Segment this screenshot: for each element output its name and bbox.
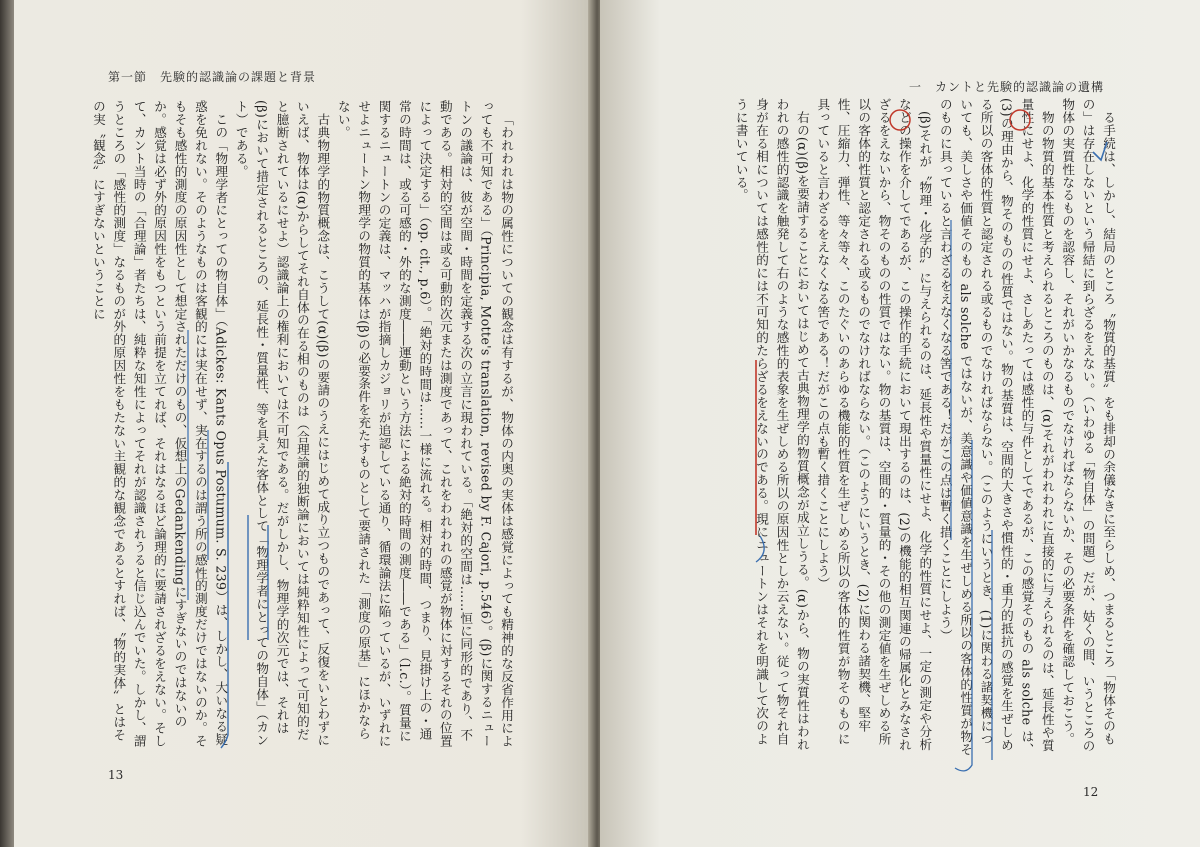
- page-number-left: 13: [108, 768, 124, 782]
- paragraph: 物の物質的基本性質と考えられるところのものは、(α)それがわれわれに直接的に与えられるのは、延長性や質量性にせよ、化学的性質にせよ、さしあたっては感性的与件としてであるが、この感覚そのもの als solche は、(3)の理由から、物そのものの性質ではない。物の基質は、空間的大きさや慣性的・重力的抵抗の感覚を生ぜしめる所以の客体的性質と認定される或るものでなければならない。（このようにいうとき、(1)に関わる諸契機についても、美しさや価値そのもの als solche ではないが、美意識や価値意識を生ぜしめる所以の客体的性質が物そのものに具っていると言わざるをえなくなる筈である！だがこの点は暫く措くことにしよう）: [937, 98, 1055, 756]
- running-header-left: 第一節 先験的認識論の課題と背景: [108, 70, 317, 84]
- paragraph: 「われわれは物の属性についての観念は有するが、物体の内奥の実体は感覚によっても精神的な反省作用によっても不可知である」（Principia, Motte's translation, revised by F. Cajori, p.546）。(β)に関するニュートンの議論は、彼が空間・時間を定義する次の立言に現われている。「絶対的空間は……恒に同形的であり、不動である。相対的空間は或る可動的次元または測度であって、これをわれわれの感覚が物体に対するそれの位置によって決定する」（op. cit., p.6）。「絶対的時間は……一様に流れる。相対的時間、つまり、見掛け上の・通常の時間は、或る可感的・外的な測度――運動という方法による絶対的時間の測度――である」（l.c.）。質量に関するニュートンの定義は、マッハが指摘しカジョリが追認している通り、循環論法に陥っているが、いずれにせよニュートン物理学の物質的基体は(β)の必要条件を充たすものとして要請された「測度の原基」にほかならない。: [335, 100, 514, 748]
- paragraph: (β)それが〝物理・化学的〟に与えられるのは、延長性や質量性にせよ、化学的性質にせよ、一定の測定や分析などの操作を介してであるが、この操作的手続において現出するのは、(2)の機能的相互関連の帰属化とみなされざるをえないから、物そのものの性質ではない。物の基質は、空間的・質量的・その他の測定値を生ぜしめる所以の客体的性質と認定される或るものでなければならない。（このようにいうとき、(2)に関わる諸契機、堅牢性、圧縮力、弾性、等々等々、このたぐいのあらゆる機能的性質を生ぜしめる所以の客体的性質が物そのものに具っていると言わざるをえなくなる筈である！だがこの点も暫く措くことにしよう）: [815, 98, 933, 752]
- running-header-right: 一 カントと先験的認識論の遺構: [908, 80, 1104, 94]
- left-page-body: [90, 100, 516, 752]
- right-page: [600, 0, 1200, 847]
- left-page: [0, 0, 592, 847]
- paragraph: 右の(α)(β)を要請することにおいてはじめて古典物理学的物質概念が成立しうる。(α)から、物の実質性はわれわれの感性的認識を触発して右のような感性的表象を生ぜしめる所以の原因性としか云えない。従って物それ自身が在る相については感性的には不可知的たらざるをえないのである。現にニュートンはそれを明識して次のように書いている。: [733, 98, 810, 751]
- page-number-right: 12: [1083, 785, 1099, 799]
- paragraph: る手続は、しかし、結局のところ〝物質的基質〟をも排却の余儀なきに至らしめ、つまるところ「物体そのもの」は存在しないという帰結に到らざるをえない。（いわゆる「物自体」の問題）だが、姑くの間、いうところの物体の実質性なるものを認容し、それがいかなるものでなければならないか、その必要条件を確認しておこう。: [1060, 98, 1116, 753]
- paragraph: この「物理学者にとっての物自体」（Adickes: Kants Opus Postumum. S. 239）は、しかし、大いなる疑惑を免れない。そのようなものは客観的には実在せず、実在するのは謂う所の感性的測度だけではないのか。そもそも感性的測度の原因性として想定されただけのもの、仮想上のGedankendingにすぎないのではないのか。感覚は必ず外的原因性をもつという前提を立てれば、それはなるほど論理的に要請されざるをえない。そして、カント当時の「合理論」者たちは、純粋な知性によってそれが認識されうると信じ込んでいた。しかし、謂うところの「感性的測度」なるものが外的原因性をもたない主観的な観念であるとすれば、〝物的実体〟とはその実〝観念〟にすぎないということに: [90, 100, 229, 748]
- book-edge: [0, 0, 14, 847]
- paragraph: 古典物理学的物質概念は、こうして(α)(β)の要請のうえにはじめて成り立つものであって、反復をいとわずにいえば、物体は(α)からしてそれ自体の在る相のものは（合理論的独断論においては純粋知性によって可知的だと臆断されているにせよ）認識論上の権利においては不可知である。だがしかし、物理学的次元では、それは(β)において措定されるところの、延長性・質量性、等を具えた客体として「物理学者にとっての物自体」（カント）である。: [233, 100, 331, 747]
- right-page-body: [688, 98, 1118, 758]
